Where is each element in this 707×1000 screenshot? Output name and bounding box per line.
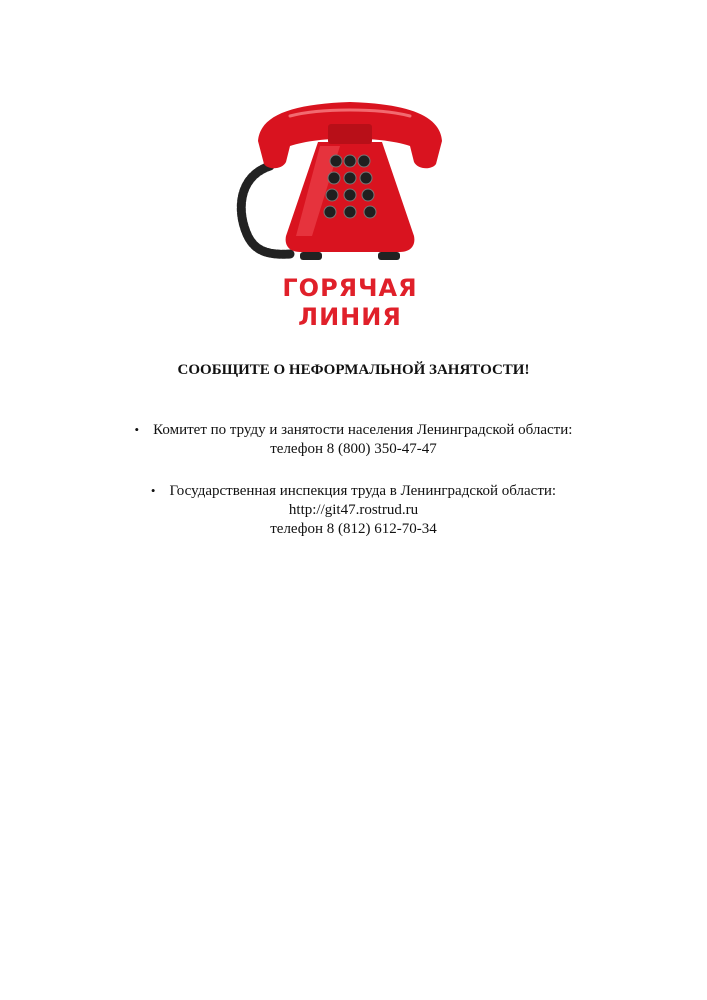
contact-phone: телефон 8 (800) 350-47-47 (270, 441, 437, 457)
bullet-icon: • (150, 483, 156, 498)
bullet-icon: • (134, 422, 140, 437)
hotline-label-line2: ЛИНИЯ (298, 303, 402, 331)
contact-item (0, 481, 707, 539)
contact-item (0, 420, 707, 459)
contact-url-link[interactable]: http://git47.rostrud.ru (288, 502, 419, 518)
contact-phone: телефон 8 (812) 612-70-34 (270, 521, 437, 537)
telephone-icon (200, 86, 500, 276)
page-title: СООБЩИТЕ О НЕФОРМАЛЬНОЙ ЗАНЯТОСТИ! (177, 362, 530, 378)
contact-org: Государственная инспекция труда в Ленинградской области: (169, 483, 557, 499)
contact-org: Комитет по труду и занятости населения Ленинградской области: (153, 422, 573, 438)
hotline-label-line1: ГОРЯЧАЯ (282, 274, 418, 302)
